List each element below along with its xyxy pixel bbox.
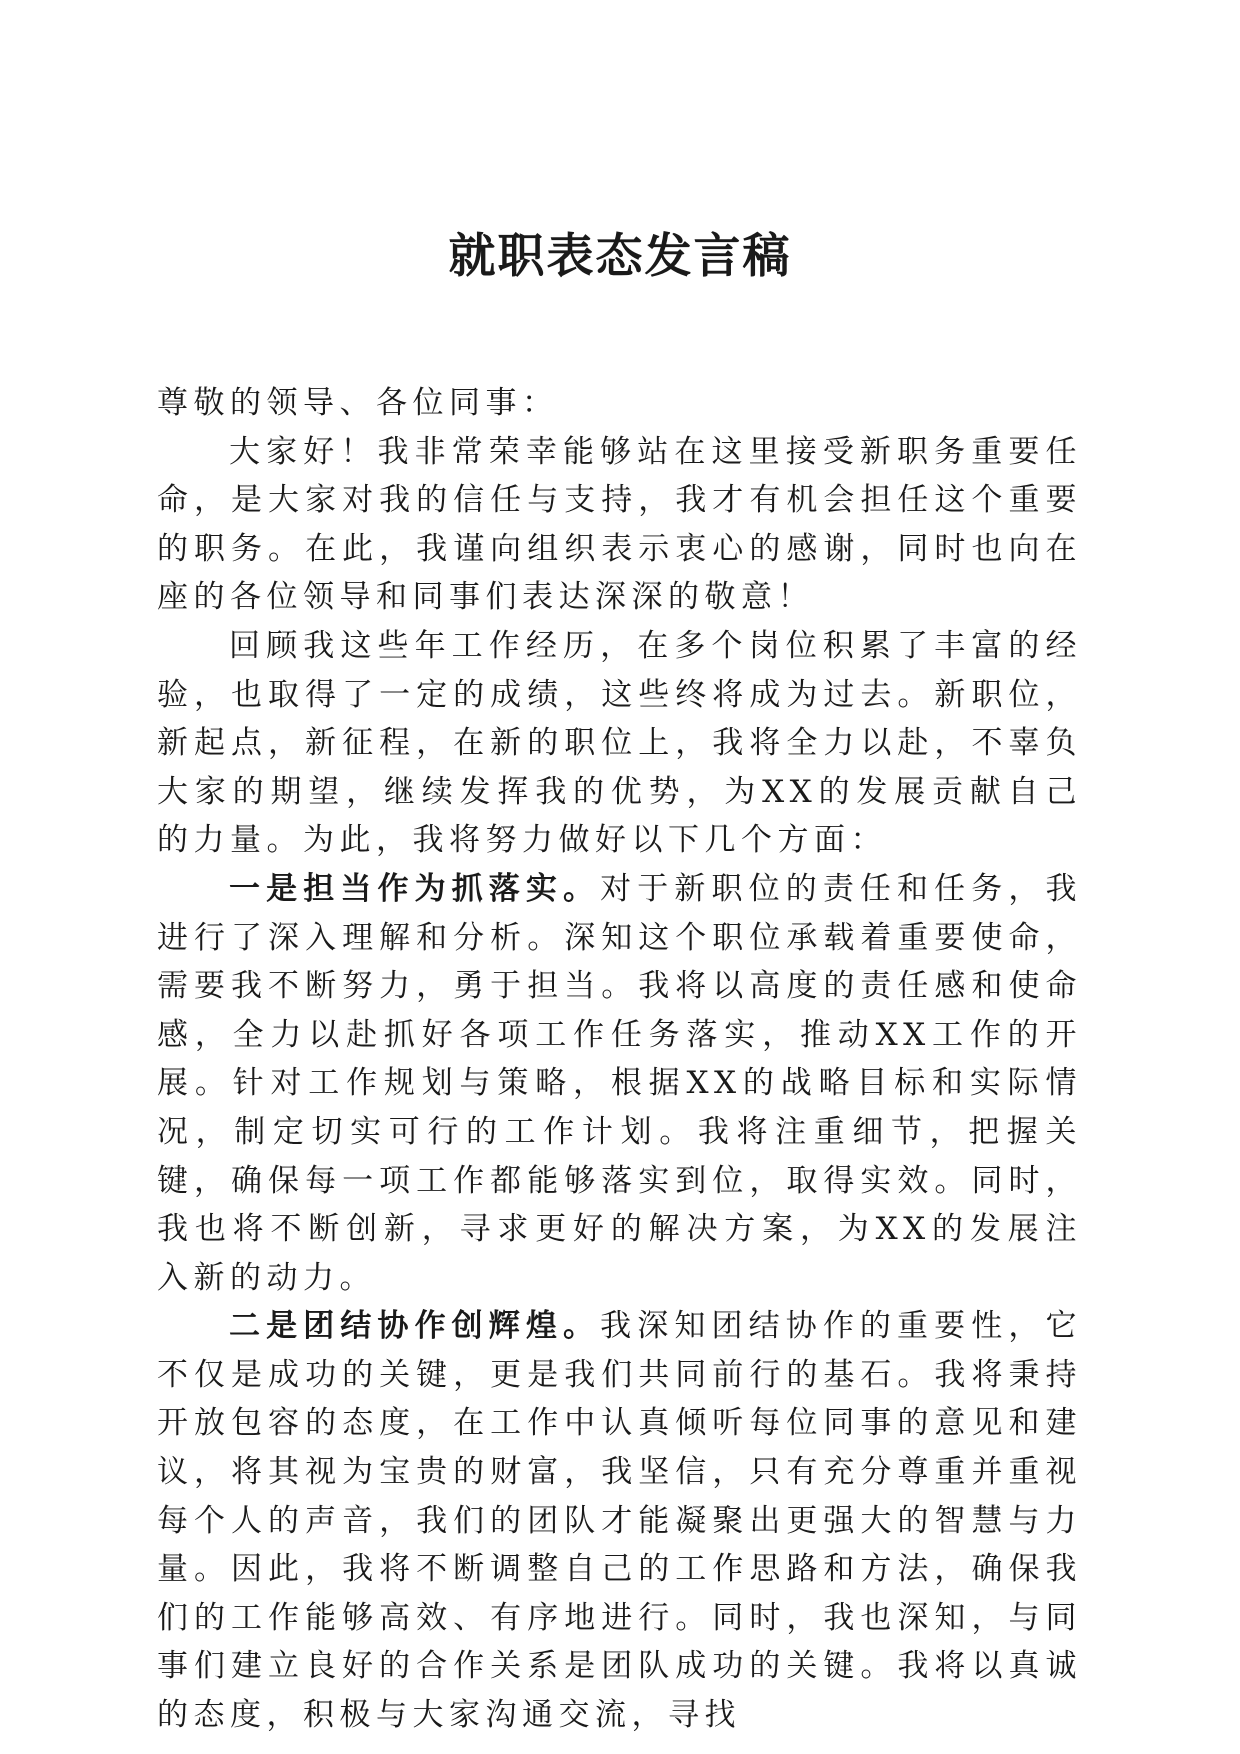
paragraph-text: 回顾我这些年工作经历，在多个岗位积累了丰富的经验，也取得了一定的成绩，这些终将成为过去。新职位，新起点，新征程，在新的职位上，我将全力以赴，不辜负大家的期望，继续发挥我的优势，为XX的发展贡献自己的力量。为此，我将努力做好以下几个方面： [157, 627, 1082, 859]
paragraph-text: 大家好！我非常荣幸能够站在这里接受新职务重要任命，是大家对我的信任与支持，我才有机会担任这个重要的职务。在此，我谨向组织表示衷心的感谢，同时也向在座的各位领导和同事们表达深深的敬意！ [157, 433, 1082, 616]
paragraph-text: 我深知团结协作的重要性，它不仅是成功的关键，更是我们共同前行的基石。我将秉持开放包容的态度，在工作中认真倾听每位同事的意见和建议，将其视为宝贵的财富，我坚信，只有充分尊重并重视每个人的声音，我们的团队才能凝聚出更强大的智慧与力量。因此，我将不断调整自己的工作思路和方法，确保我们的工作能够高效、有序地进行。同时，我也深知，与同事们建立良好的合作关系是团队成功的关键。我将以真诚的态度，积极与大家沟通交流，寻找 [157, 1308, 1083, 1734]
paragraph-greeting [157, 428, 1082, 622]
paragraph-point-two [157, 1302, 1082, 1739]
paragraph-review [157, 622, 1082, 865]
point-heading: 二是团结协作创辉煌。 [229, 1308, 601, 1345]
salutation: 尊敬的领导、各位同事： [157, 385, 559, 421]
paragraph-point-one [157, 865, 1082, 1302]
document-title: 就职表态发言稿 [448, 229, 792, 284]
paragraph-text: 对于新职位的责任和任务，我进行了深入理解和分析。深知这个职位承载着重要使命，需要我不断努力，勇于担当。我将以高度的责任感和使命感，全力以赴抓好各项工作任务落实，推动XX工作的开展。针对工作规划与策略，根据XX的战略目标和实际情况，制定切实可行的工作计划。我将注重细节，把握关键，确保每一项工作都能够落实到位，取得实效。同时，我也将不断创新，寻求更好的解决方案，为XX的发展注入新的动力。 [157, 870, 1083, 1296]
document-body [157, 379, 1082, 1740]
point-heading: 一是担当作为抓落实。 [229, 870, 601, 907]
